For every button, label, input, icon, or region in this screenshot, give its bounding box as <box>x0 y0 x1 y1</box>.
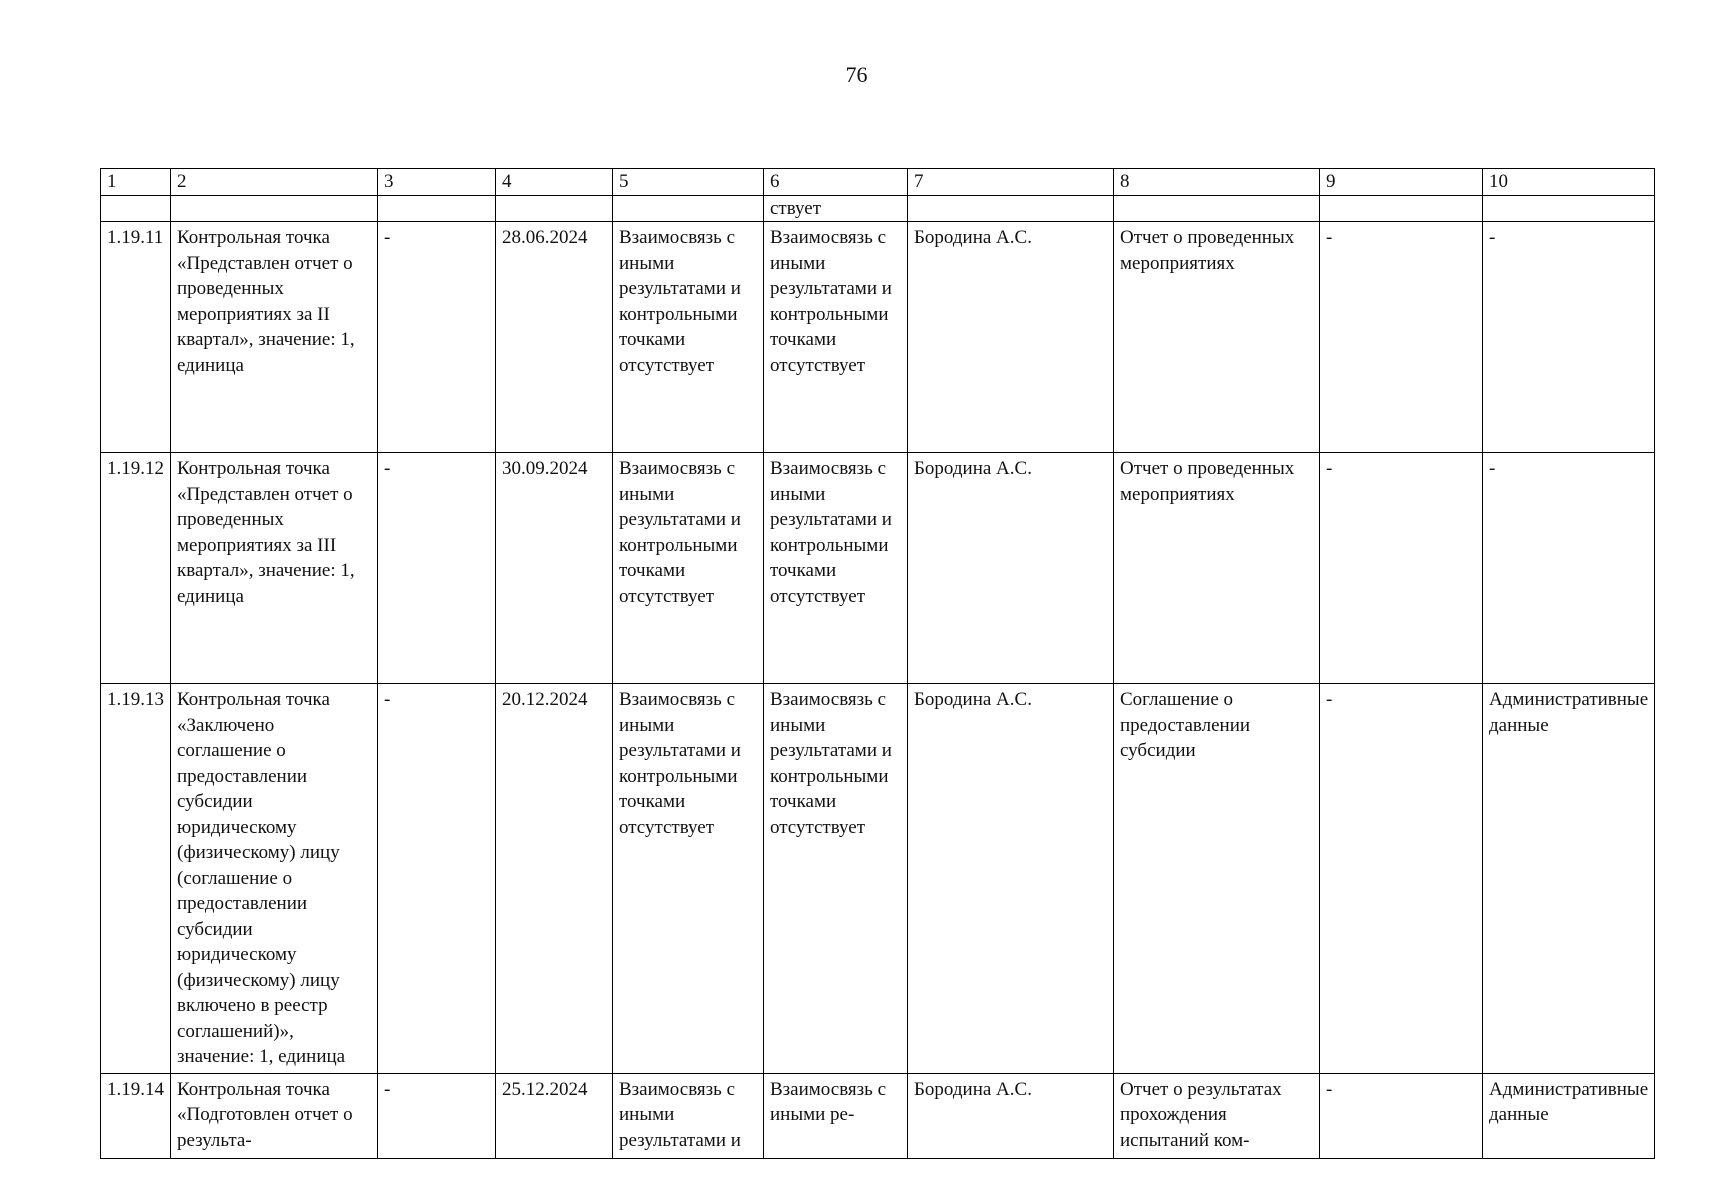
responsible-cell: Бородина А.С. <box>908 453 1114 684</box>
table-cell: Взаимосвязь с иными результатами и контрольными точками отсутствует <box>613 684 764 1074</box>
table-cell <box>171 195 378 222</box>
table-cell: Взаимосвязь с иными результатами и контрольными точками отсутствует <box>764 453 908 684</box>
column-numbers-row <box>101 169 1655 196</box>
table-cell <box>101 195 171 222</box>
responsible-cell: Бородина А.С. <box>908 684 1114 1074</box>
date-cell: 28.06.2024 <box>496 222 613 453</box>
column-header: 3 <box>378 169 496 196</box>
table-cell <box>496 195 613 222</box>
page-number: 76 <box>845 62 868 87</box>
table-cell <box>908 195 1114 222</box>
table-cell: Взаимосвязь с иными результатами и <box>613 1073 764 1158</box>
table-cell: - <box>378 1073 496 1158</box>
continuation-row <box>101 195 1655 222</box>
responsible-cell: Бородина А.С. <box>908 222 1114 453</box>
table-cell <box>378 195 496 222</box>
column-header: 6 <box>764 169 908 196</box>
table-cell: - <box>1320 222 1483 453</box>
table-cell: - <box>1320 1073 1483 1158</box>
column-header: 10 <box>1483 169 1655 196</box>
table-cell <box>1320 195 1483 222</box>
table-row <box>101 222 1655 453</box>
column-header: 7 <box>908 169 1114 196</box>
control-point-name: Контрольная точка «Представлен отчет о проведенных мероприятиях за II квартал», значение: 1, единица <box>171 222 378 453</box>
column-header: 8 <box>1114 169 1320 196</box>
table-cell: - <box>378 222 496 453</box>
control-point-name: Контрольная точка «Подготовлен отчет о результа- <box>171 1073 378 1158</box>
column-header: 9 <box>1320 169 1483 196</box>
row-number: 1.19.13 <box>101 684 171 1074</box>
table-row <box>101 684 1655 1074</box>
responsible-cell: Бородина А.С. <box>908 1073 1114 1158</box>
table-cell <box>1483 195 1655 222</box>
control-point-name: Контрольная точка «Представлен отчет о проведенных мероприятиях за III квартал», значение: 1, единица <box>171 453 378 684</box>
date-cell: 30.09.2024 <box>496 453 613 684</box>
document-cell: Соглашение о предоставлении субсидии <box>1114 684 1320 1074</box>
row-number: 1.19.14 <box>101 1073 171 1158</box>
table-cell: - <box>1320 453 1483 684</box>
table-cell: - <box>378 684 496 1074</box>
date-cell: 25.12.2024 <box>496 1073 613 1158</box>
table-row <box>101 1073 1655 1158</box>
table-cell <box>1114 195 1320 222</box>
data-source-cell: Административные данные <box>1483 684 1655 1074</box>
column-header: 1 <box>101 169 171 196</box>
date-cell: 20.12.2024 <box>496 684 613 1074</box>
row-number: 1.19.12 <box>101 453 171 684</box>
control-points-table <box>100 168 1655 1159</box>
table-cell <box>613 195 764 222</box>
table-cell: - <box>1483 222 1655 453</box>
table-cell: Взаимосвязь с иными результатами и контрольными точками отсутствует <box>613 222 764 453</box>
document-cell: Отчет о проведенных мероприятиях <box>1114 222 1320 453</box>
document-cell: Отчет о результатах прохождения испытаний ком- <box>1114 1073 1320 1158</box>
table-cell: Взаимосвязь с иными ре- <box>764 1073 908 1158</box>
table-cell: Взаимосвязь с иными результатами и контрольными точками отсутствует <box>764 222 908 453</box>
table-cell: Взаимосвязь с иными результатами и контрольными точками отсутствует <box>764 684 908 1074</box>
table-cell: - <box>378 453 496 684</box>
column-header: 4 <box>496 169 613 196</box>
document-cell: Отчет о проведенных мероприятиях <box>1114 453 1320 684</box>
row-number: 1.19.11 <box>101 222 171 453</box>
table-cell: Взаимосвязь с иными результатами и контрольными точками отсутствует <box>613 453 764 684</box>
table-cell: - <box>1320 684 1483 1074</box>
table-cell: ствует <box>764 195 908 222</box>
table-cell: - <box>1483 453 1655 684</box>
column-header: 2 <box>171 169 378 196</box>
column-header: 5 <box>613 169 764 196</box>
control-point-name: Контрольная точка «Заключено соглашение о предоставлении субсидии юридическому (физическому) лицу (соглашение о предоставлении субсидии юридическому (физическому) лицу включено в реестр соглашений)», значение: 1, единица <box>171 684 378 1074</box>
data-source-cell: Административные данные <box>1483 1073 1655 1158</box>
table-row <box>101 453 1655 684</box>
